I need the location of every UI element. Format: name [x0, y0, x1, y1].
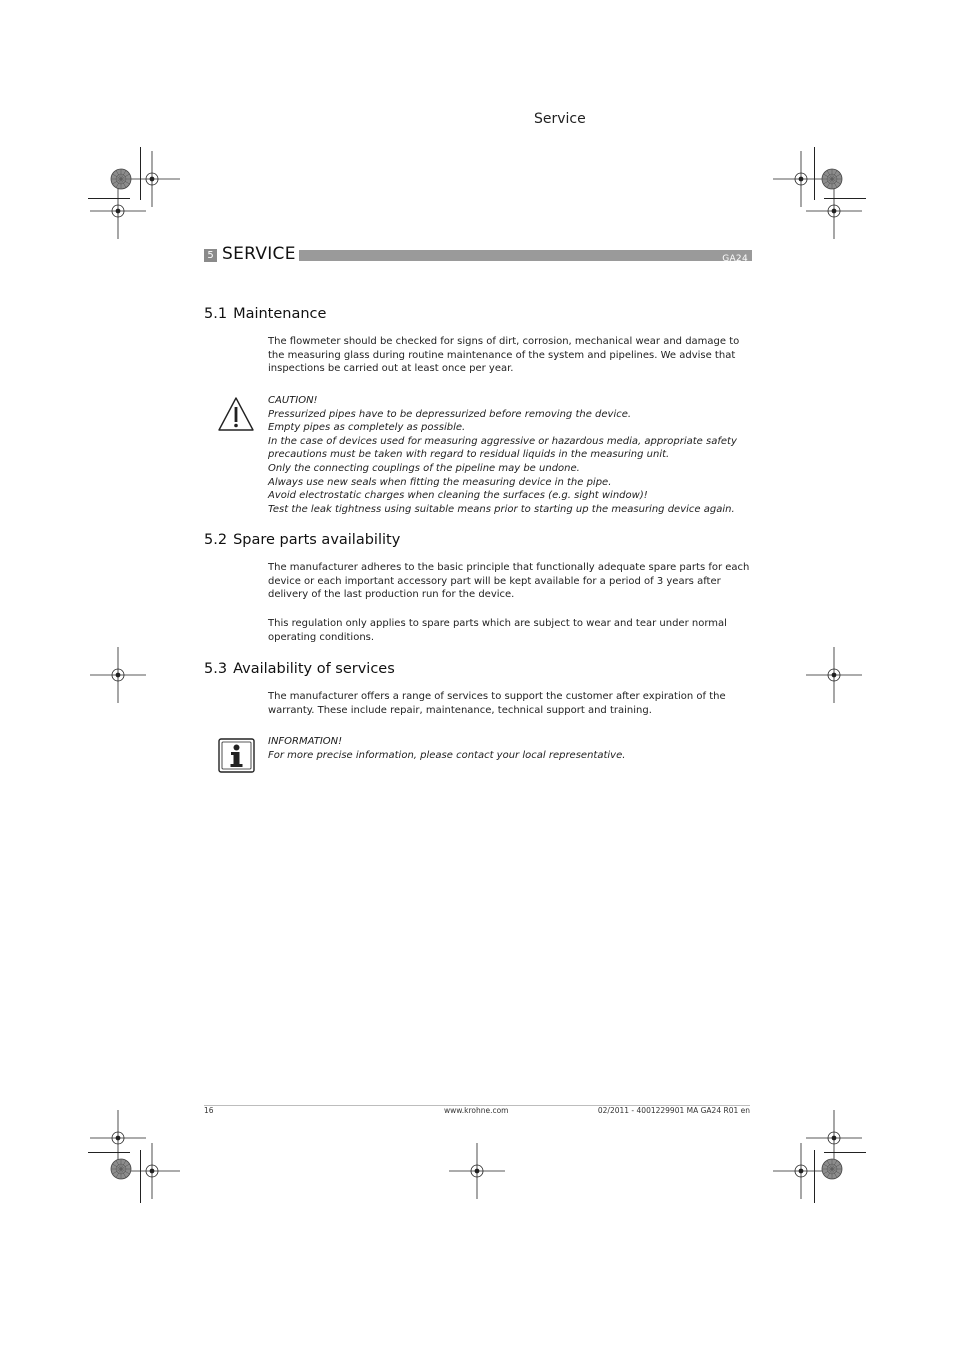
registration-crosshair-icon — [449, 1143, 505, 1199]
registration-crosshair-icon — [806, 183, 862, 239]
footer-doc-ref: 02/2011 - 4001229901 MA GA24 R01 en — [597, 1106, 750, 1115]
caution-line: Only the connecting couplings of the pipeline may be undone. — [268, 462, 580, 474]
caution-line: Empty pipes as completely as possible. — [268, 422, 466, 434]
caution-note — [268, 394, 754, 516]
section-number: 5.1 — [204, 306, 228, 322]
caution-heading: CAUTION! — [268, 395, 318, 406]
running-head: Service — [534, 111, 586, 127]
section-title: Spare parts availability — [233, 532, 401, 548]
caution-line: Always use new seals when fitting the measuring device in the pipe. — [268, 476, 612, 488]
registration-crosshair-icon — [806, 647, 862, 703]
chapter-rule — [299, 250, 752, 264]
information-line: For more precise information, please contact your local representative. — [268, 749, 626, 761]
chapter-title: SERVICE — [222, 244, 296, 264]
caution-line: Test the leak tightness using suitable means prior to starting up the measuring device again. — [268, 503, 735, 515]
page-number: 16 — [204, 1106, 214, 1115]
registration-crosshair-icon — [90, 183, 146, 239]
services-paragraph: The manufacturer offers a range of services to support the customer after expiration of the warranty. These include repair, maintenance, technical support and training. — [268, 691, 726, 716]
information-heading: INFORMATION! — [268, 736, 343, 747]
information-icon — [218, 738, 255, 773]
section-title: Maintenance — [233, 306, 327, 322]
section-title: Availability of services — [233, 661, 395, 677]
section-number: 5.2 — [204, 532, 228, 548]
registration-target-icon — [821, 168, 843, 190]
registration-target-icon — [110, 1158, 132, 1180]
section-heading-maintenance — [204, 306, 326, 322]
maintenance-paragraph: The flowmeter should be checked for signs of dirt, corrosion, mechanical wear and damage to the measuring glass during routine maintenance of the system and pipelines. We advise that inspections be carried out at least once per year. — [268, 336, 740, 375]
warning-triangle-icon — [217, 396, 255, 432]
footer-website: www.krohne.com — [444, 1106, 509, 1115]
information-note — [268, 735, 754, 762]
registration-crosshair-icon — [90, 647, 146, 703]
section-heading-spare-parts — [204, 532, 400, 548]
registration-target-icon — [821, 1158, 843, 1180]
caution-line: Avoid electrostatic charges when cleaning the surfaces (e.g. sight window)! — [268, 490, 648, 502]
registration-crosshair-icon — [124, 1143, 180, 1199]
section-number: 5.3 — [204, 661, 228, 677]
chapter-number: 5 — [204, 249, 217, 262]
spare-parts-paragraph: This regulation only applies to spare parts which are subject to wear and tear under normal operating conditions. — [268, 618, 727, 643]
chapter-header — [204, 246, 752, 264]
section-heading-services — [204, 661, 395, 677]
registration-target-icon — [110, 168, 132, 190]
spare-parts-paragraph: The manufacturer adheres to the basic principle that functionally adequate spare parts for each device or each important accessory part will be kept available for a period of 3 years after delivery of the last production run for the device. — [268, 562, 750, 601]
caution-line: In the case of devices used for measuring aggressive or hazardous media, appropriate safety precautions must be taken with regard to residual liquids in the measuring unit. — [268, 435, 737, 461]
product-code: GA24 — [722, 254, 748, 264]
caution-line: Pressurized pipes have to be depressurized before removing the device. — [268, 408, 632, 420]
